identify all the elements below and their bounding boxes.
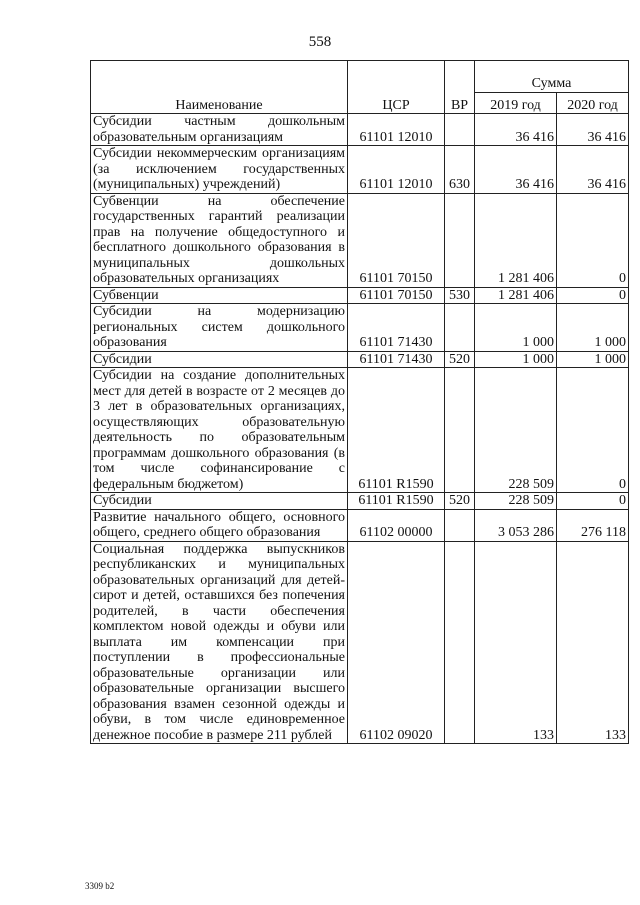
row-sum-2019: 1 000 [475, 351, 557, 368]
row-vr: 630 [445, 146, 475, 194]
row-csr: 61101 71430 [348, 304, 445, 352]
row-name: Субсидии на модернизацию региональных систем дошкольного образования [91, 304, 348, 352]
row-vr [445, 368, 475, 493]
row-sum-2020: 1 000 [557, 304, 629, 352]
row-sum-2020: 36 416 [557, 114, 629, 146]
page-number: 558 [308, 34, 332, 50]
row-csr: 61101 70150 [348, 193, 445, 287]
row-name: Субвенции на обеспечение государственных гарантий реализации прав на получение общедоступного и бесплатного дошкольного образования в муниципальных дошкольных образовательных организациях [91, 193, 348, 287]
header-csr: ЦСР [348, 61, 445, 114]
row-sum-2020: 0 [557, 193, 629, 287]
row-csr: 61101 R1590 [348, 368, 445, 493]
table-row [91, 287, 629, 304]
row-name: Субсидии частным дошкольным образовательным организациям [91, 114, 348, 146]
row-csr: 61102 00000 [348, 509, 445, 541]
row-csr: 61101 70150 [348, 287, 445, 304]
row-vr [445, 304, 475, 352]
row-csr: 61101 R1590 [348, 493, 445, 510]
row-vr [445, 193, 475, 287]
row-sum-2019: 228 509 [475, 368, 557, 493]
table-row [91, 541, 629, 744]
header-sum: Сумма [475, 61, 629, 93]
row-vr: 520 [445, 351, 475, 368]
row-sum-2020: 0 [557, 493, 629, 510]
row-name: Субсидии [91, 351, 348, 368]
row-name: Социальная поддержка выпускников республиканских и муниципальных образовательных организаций для детей-сирот и детей, оставшихся без попечения родителей, в части обеспечения комплектом новой одежды и обуви или выплата им компенсации при поступлении в профессиональные образовательные организации или образовательные организации высшего образования взамен сезонной одежды и обуви, в том числе единовременное денежное пособие в размере 211 рублей [91, 541, 348, 744]
header-name: Наименование [91, 61, 348, 114]
row-name: Развитие начального общего, основного общего, среднего общего образования [91, 509, 348, 541]
row-csr: 61102 09020 [348, 541, 445, 744]
row-sum-2020: 276 118 [557, 509, 629, 541]
row-name: Субвенции [91, 287, 348, 304]
row-csr: 61101 12010 [348, 146, 445, 194]
row-vr: 520 [445, 493, 475, 510]
row-sum-2019: 133 [475, 541, 557, 744]
row-sum-2019: 36 416 [475, 114, 557, 146]
row-sum-2020: 0 [557, 368, 629, 493]
row-sum-2020: 133 [557, 541, 629, 744]
row-sum-2019: 3 053 286 [475, 509, 557, 541]
row-sum-2019: 36 416 [475, 146, 557, 194]
row-sum-2019: 1 281 406 [475, 287, 557, 304]
header-year-2019: 2019 год [475, 92, 557, 113]
table-row [91, 493, 629, 510]
row-sum-2020: 36 416 [557, 146, 629, 194]
table-row [91, 351, 629, 368]
row-sum-2020: 0 [557, 287, 629, 304]
footer-print-code: 3309 b2 [85, 881, 115, 891]
row-vr [445, 114, 475, 146]
table-row [91, 509, 629, 541]
table-row [91, 193, 629, 287]
header-vr: ВР [445, 61, 475, 114]
row-sum-2020: 1 000 [557, 351, 629, 368]
row-name: Субсидии [91, 493, 348, 510]
row-vr [445, 541, 475, 744]
row-name: Субсидии на создание дополнительных мест для детей в возрасте от 2 месяцев до 3 лет в образовательных организациях, осуществляющих образовательную деятельность по образовательным программам дошкольного образования (в том числе софинансирование с федеральным бюджетом) [91, 368, 348, 493]
row-sum-2019: 228 509 [475, 493, 557, 510]
row-vr [445, 509, 475, 541]
row-vr: 530 [445, 287, 475, 304]
table-row [91, 114, 629, 146]
table-body [91, 114, 629, 744]
row-sum-2019: 1 000 [475, 304, 557, 352]
table-row [91, 368, 629, 493]
table-header [91, 61, 629, 114]
row-sum-2019: 1 281 406 [475, 193, 557, 287]
table-row [91, 304, 629, 352]
row-name: Субсидии некоммерческим организациям (за исключением государственных (муниципальных) учреждений) [91, 146, 348, 194]
budget-table [90, 60, 629, 744]
row-csr: 61101 12010 [348, 114, 445, 146]
row-csr: 61101 71430 [348, 351, 445, 368]
table-row [91, 146, 629, 194]
header-year-2020: 2020 год [557, 92, 629, 113]
